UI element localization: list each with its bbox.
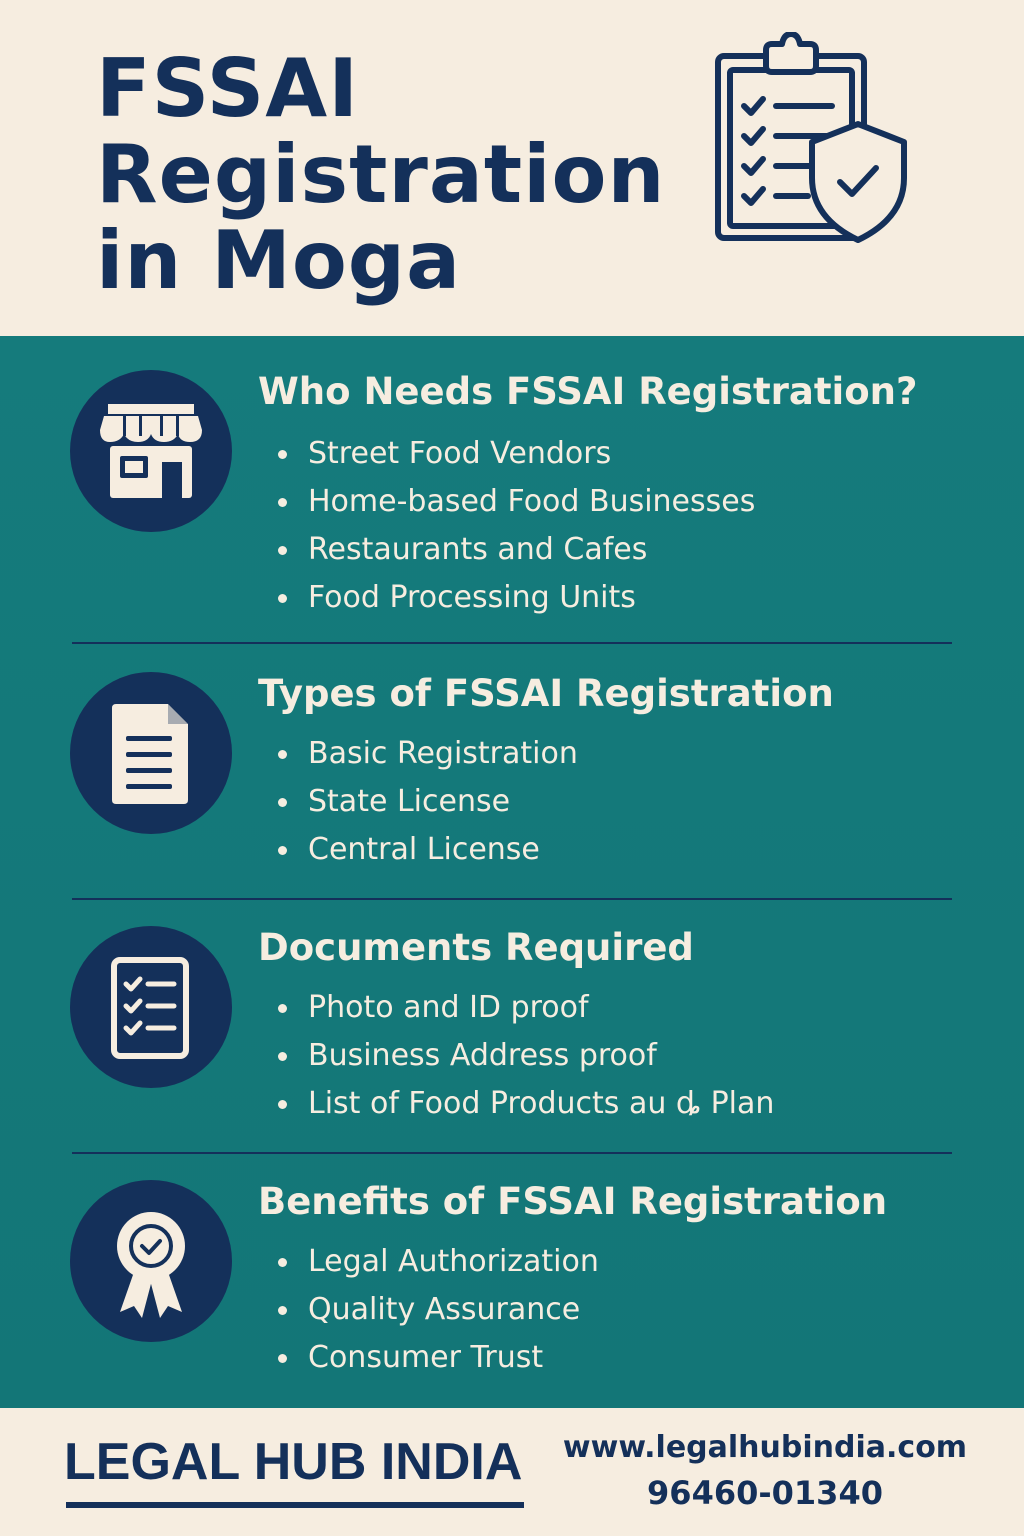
list-item: Street Food Vendors xyxy=(272,430,755,478)
icon-circle xyxy=(70,926,232,1088)
list-item: Food Processing Units xyxy=(272,574,755,622)
section-types xyxy=(0,644,1024,898)
section-benefits xyxy=(0,1154,1024,1408)
list-item: Quality Assurance xyxy=(272,1286,599,1334)
page-title xyxy=(96,42,666,307)
checklist-icon xyxy=(70,926,232,1088)
header xyxy=(0,0,1024,336)
list-item: Photo and ID proof xyxy=(272,984,774,1032)
section-list xyxy=(272,984,774,1128)
main-content xyxy=(0,336,1024,1408)
section-documents xyxy=(0,900,1024,1152)
list-item: List of Food Products au ȡ Plan xyxy=(272,1080,774,1128)
brand-name: LEGAL HUB INDIA xyxy=(64,1433,523,1491)
clipboard-shield-check-icon xyxy=(708,32,918,248)
list-item: Restaurants and Cafes xyxy=(272,526,755,574)
list-item: Legal Authorization xyxy=(272,1238,599,1286)
section-list xyxy=(272,730,578,874)
section-heading: Types of FSSAI Registration xyxy=(258,672,834,715)
award-ribbon-icon xyxy=(70,1180,232,1342)
storefront-icon xyxy=(70,370,232,532)
title-line-1: FSSAI xyxy=(96,42,359,135)
section-heading: Documents Required xyxy=(258,926,694,969)
title-line-2: Registration xyxy=(96,128,666,221)
section-list xyxy=(272,1238,599,1382)
website-link[interactable]: www.legalhubindia.com xyxy=(562,1430,968,1465)
section-heading: Benefits of FSSAI Registration xyxy=(258,1180,888,1223)
title-line-3: in Moga xyxy=(96,214,462,307)
footer xyxy=(0,1408,1024,1536)
document-icon xyxy=(70,672,232,834)
icon-circle xyxy=(70,370,232,532)
section-heading: Who Needs FSSAI Registration? xyxy=(258,370,918,413)
list-item: Basic Registration xyxy=(272,730,578,778)
list-item: Central License xyxy=(272,826,578,874)
list-item: Business Address proof xyxy=(272,1032,774,1080)
list-item: Home-based Food Businesses xyxy=(272,478,755,526)
section-list xyxy=(272,430,755,622)
brand-underline xyxy=(66,1502,524,1508)
list-item: State License xyxy=(272,778,578,826)
list-item: Consumer Trust xyxy=(272,1334,599,1382)
section-who-needs xyxy=(0,336,1024,642)
phone-number[interactable]: 96460-01340 xyxy=(647,1474,883,1512)
icon-circle xyxy=(70,672,232,834)
icon-circle xyxy=(70,1180,232,1342)
